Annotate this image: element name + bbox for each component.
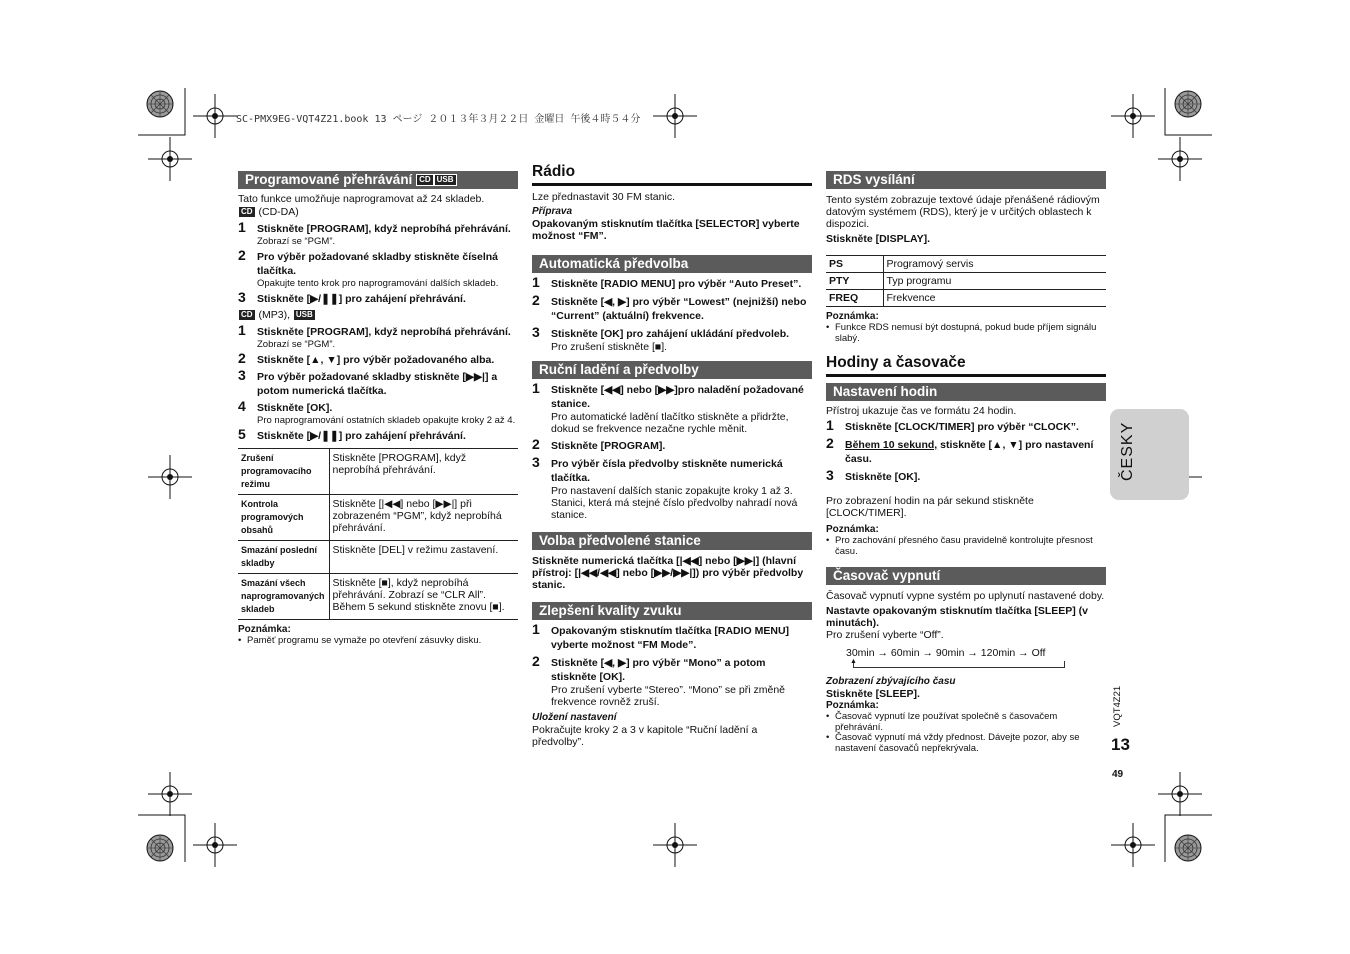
preparation-label: Příprava	[532, 206, 573, 217]
rds-press-display: Stiskněte [DISPLAY].	[826, 233, 931, 245]
table-key: Kontrola programových obsahů	[238, 495, 329, 541]
section-title-sleep: Časovač vypnutí	[826, 567, 1106, 585]
section-title-sound-quality: Zlepšení kvality zvuku	[532, 602, 812, 620]
clock-notes-list	[826, 536, 1106, 557]
auto-preset-steps	[532, 274, 812, 353]
document-code: VQT4Z21	[1112, 685, 1123, 727]
step-item	[532, 380, 812, 435]
step-number: 2	[238, 350, 246, 367]
table-key: Smazání poslední skladby	[238, 541, 329, 574]
step-text: Pro výběr čísla předvolby stiskněte numerická tlačítka.	[551, 458, 783, 484]
step-number: 2	[826, 435, 834, 451]
sleep-note-label: Poznámka:	[826, 700, 879, 711]
section-title-select-preset: Volba předvolené stanice	[532, 532, 812, 550]
step-text: Pro výběr požadované skladby stiskněte [▶▶|] a potom numerická tlačítka.	[257, 371, 498, 398]
section-title-clock: Nastavení hodin	[826, 383, 1106, 401]
mp3-steps-list	[238, 322, 518, 443]
step-text: Stiskněte [▶/❚❚] pro zahájení přehrávání.	[257, 293, 466, 306]
table-row	[826, 290, 1106, 307]
step-subtext: Opakujte tento krok pro naprogramování dalších skladeb.	[257, 278, 499, 290]
crosshair-icon	[1158, 137, 1202, 181]
sound-quality-steps	[532, 621, 812, 708]
step-item	[238, 219, 518, 248]
cdda-text: (CD-DA)	[258, 206, 299, 218]
file-header: SC-PMX9EG-VQT4Z21.book 13 ページ ２０１３年３月２２日 金曜日 午後４時５４分	[236, 114, 641, 125]
step-item	[238, 398, 518, 427]
rds-table	[826, 255, 1106, 307]
sleep-cancel: Pro zrušení vyberte “Off”.	[826, 629, 944, 641]
radio-title: Rádio	[532, 163, 812, 186]
step-subtext: Zobrazí se “PGM”.	[257, 339, 336, 351]
clock-steps	[826, 417, 1106, 484]
step-item	[238, 426, 518, 443]
step-item	[532, 324, 812, 353]
column-radio	[532, 160, 812, 748]
program-functions-table	[238, 448, 518, 620]
step-text: Stiskněte [▶/❚❚] pro zahájení přehrávání.	[257, 430, 466, 443]
step-item	[238, 367, 518, 398]
step-subtext: Pro nastavení dalších stanic zopakujte kroky 1 až 3. Stanici, která má stejné číslo předvolby nahradí nová stanice.	[551, 485, 798, 521]
step-item	[532, 292, 812, 323]
crosshair-icon	[653, 823, 697, 867]
star-mark-icon	[147, 835, 173, 861]
step-text: Pro výběr požadované skladby stiskněte číselná tlačítka.	[257, 251, 499, 278]
column-rds-clock	[826, 160, 1106, 754]
note-label: Poznámka:	[238, 624, 291, 636]
step-text: Stiskněte [◀, ▶] pro výběr “Mono” a potom stiskněte [OK].	[551, 657, 766, 683]
step-number: 1	[532, 380, 540, 396]
clock-step	[826, 435, 1106, 466]
remaining-time-label: Zobrazení zbývajícího času	[826, 676, 956, 687]
note-bullet: • Funkce RDS nemusí být dostupná, pokud bude příjem signálu slabý.	[826, 323, 1106, 344]
step-number: 3	[826, 467, 834, 483]
step-item	[532, 621, 812, 652]
step-number: 1	[532, 274, 540, 290]
section-title-text: Programované přehrávání	[245, 172, 413, 187]
page-number-small: 49	[1112, 769, 1124, 780]
step-number: 3	[238, 367, 246, 384]
save-settings-label: Uložení nastavení	[532, 712, 617, 723]
crosshair-icon	[1158, 772, 1202, 816]
notes-list	[238, 636, 518, 647]
step-text: Stiskněte [◀◀] nebo [▶▶]pro naladění požadované stanice.	[551, 384, 804, 410]
step-number: 3	[532, 324, 540, 340]
sleep-notes-list	[826, 712, 1106, 754]
rds-notes-list	[826, 323, 1106, 344]
step-number: 2	[532, 292, 540, 308]
clock-note-label: Poznámka:	[826, 524, 879, 535]
crosshair-icon	[148, 772, 192, 816]
step-number: 3	[532, 454, 540, 470]
clock-step	[826, 467, 1106, 484]
intro-text: Tato funkce umožňuje naprogramovat až 24 skladeb.	[238, 193, 485, 205]
step-number: 3	[238, 289, 246, 306]
step-subtext: Pro automatické ladění tlačítko stiskněte a přidržte, dokud se frekvence nezačne rychle měnit.	[551, 411, 789, 435]
table-row	[238, 449, 518, 495]
step-text: Stiskněte [OK].	[845, 471, 921, 483]
table-row	[238, 495, 518, 541]
crosshair-icon	[1111, 823, 1155, 867]
step-number: 2	[238, 247, 246, 264]
note-bullet: • Pro zachování přesného času pravidelně kontrolujte přesnost času.	[826, 536, 1106, 557]
table-value: Stiskněte [|◀◀] nebo [▶▶|] při zobrazeném “PGM”, když neprobíhá přehrávání.	[329, 495, 518, 541]
table-value: Programový servis	[883, 256, 1106, 273]
crosshair-icon	[148, 137, 192, 181]
step-text: Stiskněte [OK].	[257, 402, 333, 415]
cd-badge: CD	[238, 206, 256, 218]
crosshair-icon	[653, 94, 697, 138]
step-item	[238, 289, 518, 306]
sleep-sequence	[846, 647, 1106, 669]
step-text: Stiskněte [PROGRAM], když neprobíhá přehrávání.	[257, 223, 511, 236]
cdda-label	[238, 206, 518, 218]
clock-timer-title: Hodiny a časovače	[826, 354, 1106, 377]
section-title-auto-preset: Automatická předvolba	[532, 255, 812, 273]
section-title-rds: RDS vysílání	[826, 171, 1106, 189]
step-number: 2	[532, 436, 540, 452]
table-value: Stiskněte [■], když neprobíhá přehrávání. Zobrazí se “CLR All”. Během 5 sekund stiskněte znovu [■].	[329, 574, 518, 620]
table-key: PTY	[826, 273, 883, 290]
step-item	[532, 653, 812, 708]
crosshair-icon	[193, 823, 237, 867]
step-number: 1	[532, 621, 540, 637]
mp3-label	[238, 309, 518, 321]
rds-note-label: Poznámka:	[826, 311, 879, 322]
crosshair-icon	[1111, 94, 1155, 138]
usb-badge: USB	[434, 174, 457, 186]
step-text	[845, 438, 1106, 466]
sleep-press: Nastavte opakovaným stisknutím tlačítka [SLEEP] (v minutách).	[826, 605, 1089, 629]
cd-badge: CD	[416, 174, 434, 186]
step-item	[532, 454, 812, 521]
mp3-text: (MP3),	[258, 309, 290, 322]
step-item	[532, 274, 812, 291]
step-text: Stiskněte [▲, ▼] pro výběr požadovaného alba.	[257, 354, 495, 367]
step-text: Opakovaným stisknutím tlačítka [RADIO MENU] vyberte možnost “FM Mode”.	[551, 625, 790, 651]
table-key: Smazání všech naprogramovaných skladeb	[238, 574, 329, 620]
table-key: FREQ	[826, 290, 883, 307]
step-text-underlined: Během 10 sekund,	[845, 439, 938, 451]
step-text: Stiskněte [OK] pro zahájení ukládání předvoleb.	[551, 328, 790, 340]
step-text: Stiskněte [◀, ▶] pro výběr “Lowest” (nejnižší) nebo “Current” (aktuální) frekvence.	[551, 296, 807, 322]
step-subtext: Pro zrušení vyberte “Stereo”. “Mono” se při změně frekvence rovněž zruší.	[551, 684, 786, 708]
table-value: Typ programu	[883, 273, 1106, 290]
step-item	[532, 436, 812, 453]
select-preset-text: Stiskněte numerická tlačítka [|◀◀] nebo [▶▶|] (hlavní přístroj: [|◀◀/◀◀] nebo [▶▶/▶▶|]) pro výběr předvolby stanic.	[532, 555, 804, 591]
cd-steps-list	[238, 219, 518, 306]
step-item	[238, 247, 518, 290]
clock-step	[826, 417, 1106, 434]
note-bullet: • Paměť programu se vymaže po otevření zásuvky disku.	[238, 636, 518, 647]
step-text-rest: stiskněte [▲, ▼] pro nastavení času.	[845, 439, 1094, 465]
step-item	[238, 322, 518, 351]
step-item	[238, 350, 518, 367]
step-number: 4	[238, 398, 246, 415]
cd-badge: CD	[238, 309, 256, 321]
column-program-playback	[238, 160, 518, 647]
remaining-time-press: Stiskněte [SLEEP].	[826, 688, 920, 700]
table-row	[238, 541, 518, 574]
step-number: 1	[238, 219, 246, 236]
sleep-intro: Časovač vypnutí vypne systém po uplynutí nastavené doby.	[826, 590, 1105, 602]
step-number: 1	[826, 417, 834, 433]
crosshair-icon	[193, 94, 237, 138]
note-bullet: • Časovač vypnutí lze používat společně s časovačem přehrávání.	[826, 712, 1106, 733]
table-value: Stiskněte [PROGRAM], když neprobíhá přehrávání.	[329, 449, 518, 495]
section-title-program	[238, 171, 518, 189]
language-tab-label: ČESKY	[1119, 421, 1136, 481]
rds-intro: Tento systém zobrazuje textové údaje přenášené rádiovým datovým systémem (RDS), který je v určitých oblastech k dispozici.	[826, 194, 1100, 230]
table-row	[826, 256, 1106, 273]
step-text: Stiskněte [CLOCK/TIMER] pro výběr “CLOCK”.	[845, 421, 1079, 433]
table-key: Zrušení programovacího režimu	[238, 449, 329, 495]
step-text: Stiskněte [PROGRAM], když neprobíhá přehrávání.	[257, 326, 511, 339]
step-text: Stiskněte [PROGRAM].	[551, 440, 666, 452]
clock-intro: Přístroj ukazuje čas ve formátu 24 hodin.	[826, 405, 1017, 417]
step-number: 2	[532, 653, 540, 669]
star-mark-icon	[1175, 91, 1201, 117]
table-value: Frekvence	[883, 290, 1106, 307]
loop-return-line	[853, 661, 1065, 668]
section-title-manual-tuning: Ruční ladění a předvolby	[532, 361, 812, 379]
note-bullet: • Časovač vypnutí má vždy přednost. Dávejte pozor, aby se nastavení časovačů nepřekrývala.	[826, 733, 1106, 754]
table-key: PS	[826, 256, 883, 273]
clock-display-text: Pro zobrazení hodin na pár sekund stiskněte [CLOCK/TIMER].	[826, 495, 1034, 519]
star-mark-icon	[147, 91, 173, 117]
step-subtext: Pro naprogramování ostatních skladeb opakujte kroky 2 až 4.	[257, 415, 516, 427]
loop-arrow-icon: ▲	[850, 658, 857, 665]
table-value: Stiskněte [DEL] v režimu zastavení.	[329, 541, 518, 574]
step-text: Stiskněte [RADIO MENU] pro výběr “Auto Preset”.	[551, 278, 802, 290]
step-number: 5	[238, 426, 246, 443]
table-row	[826, 273, 1106, 290]
save-settings-text: Pokračujte kroky 2 a 3 v kapitole “Ruční ladění a předvolby”.	[532, 724, 758, 748]
radio-intro: Lze přednastavit 30 FM stanic.	[532, 191, 675, 203]
page-number: 13	[1111, 735, 1130, 754]
step-number: 1	[238, 322, 246, 339]
sleep-sequence-text: 30min → 60min → 90min → 120min → Off	[846, 647, 1046, 659]
table-row	[238, 574, 518, 620]
step-subtext: Pro zrušení stiskněte [■].	[551, 341, 668, 353]
manual-tuning-steps	[532, 380, 812, 521]
crosshair-icon	[148, 455, 192, 499]
star-mark-icon	[1175, 835, 1201, 861]
step-subtext: Zobrazí se “PGM”.	[257, 236, 336, 248]
usb-badge: USB	[293, 309, 316, 321]
preparation-text: Opakovaným stisknutím tlačítka [SELECTOR] vyberte možnost “FM”.	[532, 218, 800, 242]
